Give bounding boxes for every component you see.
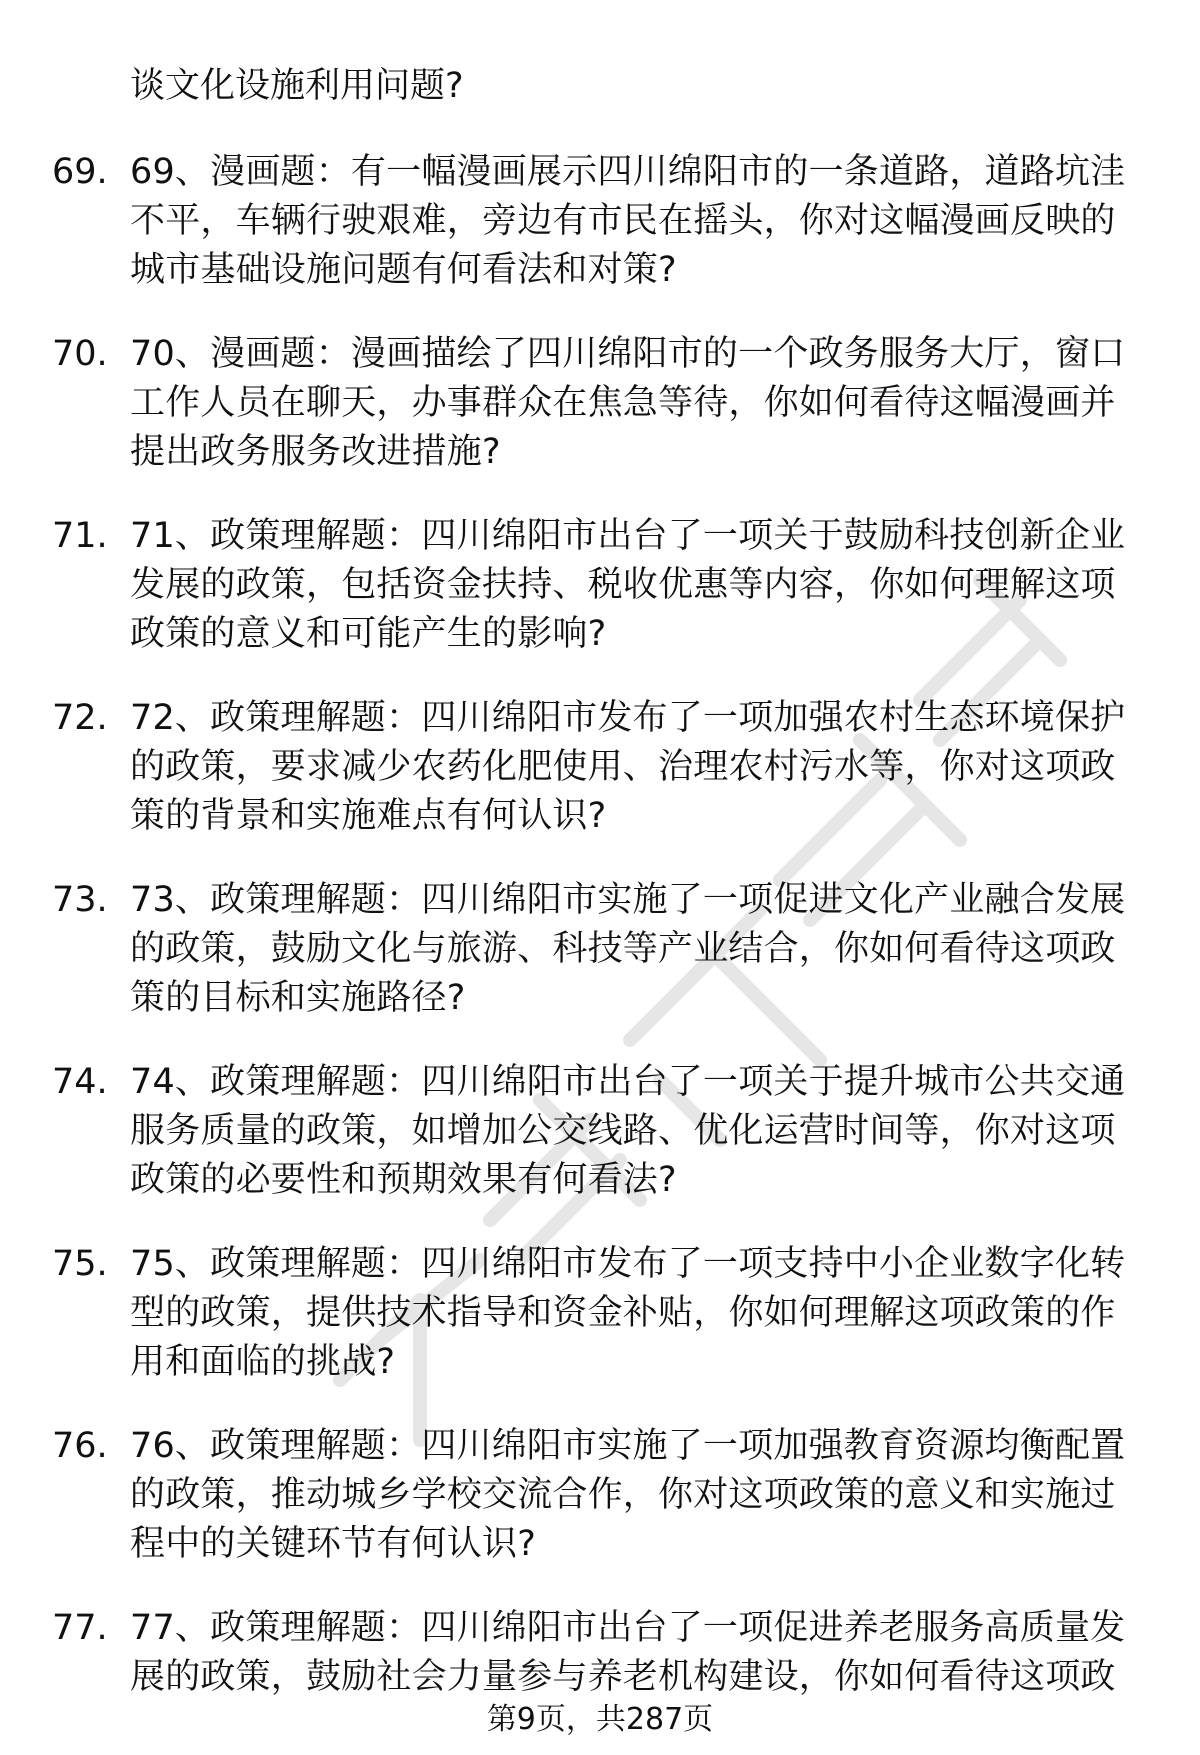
item-number: 70. (52, 334, 108, 374)
item-number: 76. (52, 1426, 108, 1466)
continuation-text: 谈文化设施利用问题? (130, 66, 464, 106)
item-text: 74、政策理解题：四川绵阳市出台了一项关于提升城市公共交通服务质量的政策，如增加公交线路、优化运营时间等，你对这项政策的必要性和预期效果有何看法? (130, 1062, 1126, 1200)
item-text: 77、政策理解题：四川绵阳市出台了一项促进养老服务高质量发展的政策，鼓励社会力量参与养老机构建设，你如何看待这项政 (130, 1608, 1126, 1697)
item-number: 75. (52, 1244, 108, 1284)
item-text: 70、漫画题：漫画描绘了四川绵阳市的一个政务服务大厅，窗口工作人员在聊天，办事群众在焦急等待，你如何看待这幅漫画并提出政务服务改进措施? (130, 334, 1126, 472)
item-number: 73. (52, 880, 108, 920)
item-text: 72、政策理解题：四川绵阳市发布了一项加强农村生态环境保护的政策，要求减少农药化肥使用、治理农村污水等，你对这项政策的背景和实施难点有何认识? (130, 698, 1126, 836)
list-item (0, 876, 1200, 1023)
item-text: 69、漫画题：有一幅漫画展示四川绵阳市的一条道路，道路坑洼不平，车辆行驶艰难，旁边有市民在摇头，你对这幅漫画反映的城市基础设施问题有何看法和对策? (130, 152, 1126, 290)
item-number: 72. (52, 698, 108, 738)
item-number: 77. (52, 1608, 108, 1648)
list-item (0, 1058, 1200, 1205)
list-item (0, 330, 1200, 477)
item-text: 73、政策理解题：四川绵阳市实施了一项促进文化产业融合发展的政策，鼓励文化与旅游、科技等产业结合，你如何看待这项政策的目标和实施路径? (130, 880, 1126, 1018)
item-number: 71. (52, 516, 108, 556)
item-number: 74. (52, 1062, 108, 1102)
question-list (0, 148, 1200, 1755)
list-item (0, 512, 1200, 659)
item-text: 76、政策理解题：四川绵阳市实施了一项加强教育资源均衡配置的政策，推动城乡学校交流合作，你对这项政策的意义和实施过程中的关键环节有何认识? (130, 1426, 1126, 1564)
item-text: 75、政策理解题：四川绵阳市发布了一项支持中小企业数字化转型的政策，提供技术指导和资金补贴，你如何理解这项政策的作用和面临的挑战? (130, 1244, 1126, 1382)
item-text: 71、政策理解题：四川绵阳市出台了一项关于鼓励科技创新企业发展的政策，包括资金扶持、税收优惠等内容，你如何理解这项政策的意义和可能产生的影响? (130, 516, 1126, 654)
list-item (0, 148, 1200, 295)
list-item (0, 1422, 1200, 1569)
list-item (0, 694, 1200, 841)
item-number: 69. (52, 152, 108, 192)
page-footer: 第9页，共287页 (486, 1702, 714, 1737)
list-item (0, 1240, 1200, 1387)
